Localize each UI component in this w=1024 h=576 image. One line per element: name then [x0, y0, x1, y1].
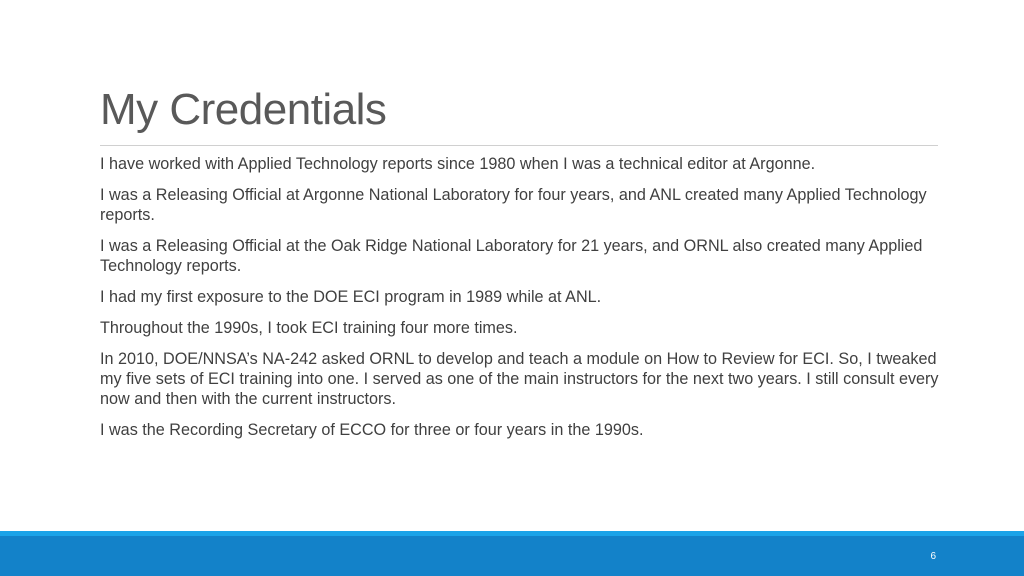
paragraph: I was a Releasing Official at Argonne National Laboratory for four years, and ANL created many Applied Technology reports. [100, 186, 927, 224]
slide-body [100, 154, 950, 451]
paragraph: I had my first exposure to the DOE ECI program in 1989 while at ANL. [100, 288, 602, 306]
footer-bar [0, 536, 1024, 576]
paragraph: I have worked with Applied Technology reports since 1980 when I was a technical editor at Argonne. [100, 155, 816, 173]
paragraph: In 2010, DOE/NNSA’s NA-242 asked ORNL to develop and teach a module on How to Review for ECI. So, I tweaked my five sets of ECI training into one. I served as one of the main instructors for the next two years. I still consult every now and then with the current instructors. [100, 350, 939, 408]
title-divider [100, 145, 938, 146]
paragraph: I was the Recording Secretary of ECCO for three or four years in the 1990s. [100, 421, 644, 439]
paragraph: I was a Releasing Official at the Oak Ridge National Laboratory for 21 years, and ORNL also created many Applied Technology reports. [100, 237, 923, 275]
slide-title: My Credentials [100, 85, 387, 134]
page-number: 6 [930, 551, 936, 562]
paragraph: Throughout the 1990s, I took ECI training four more times. [100, 319, 518, 337]
